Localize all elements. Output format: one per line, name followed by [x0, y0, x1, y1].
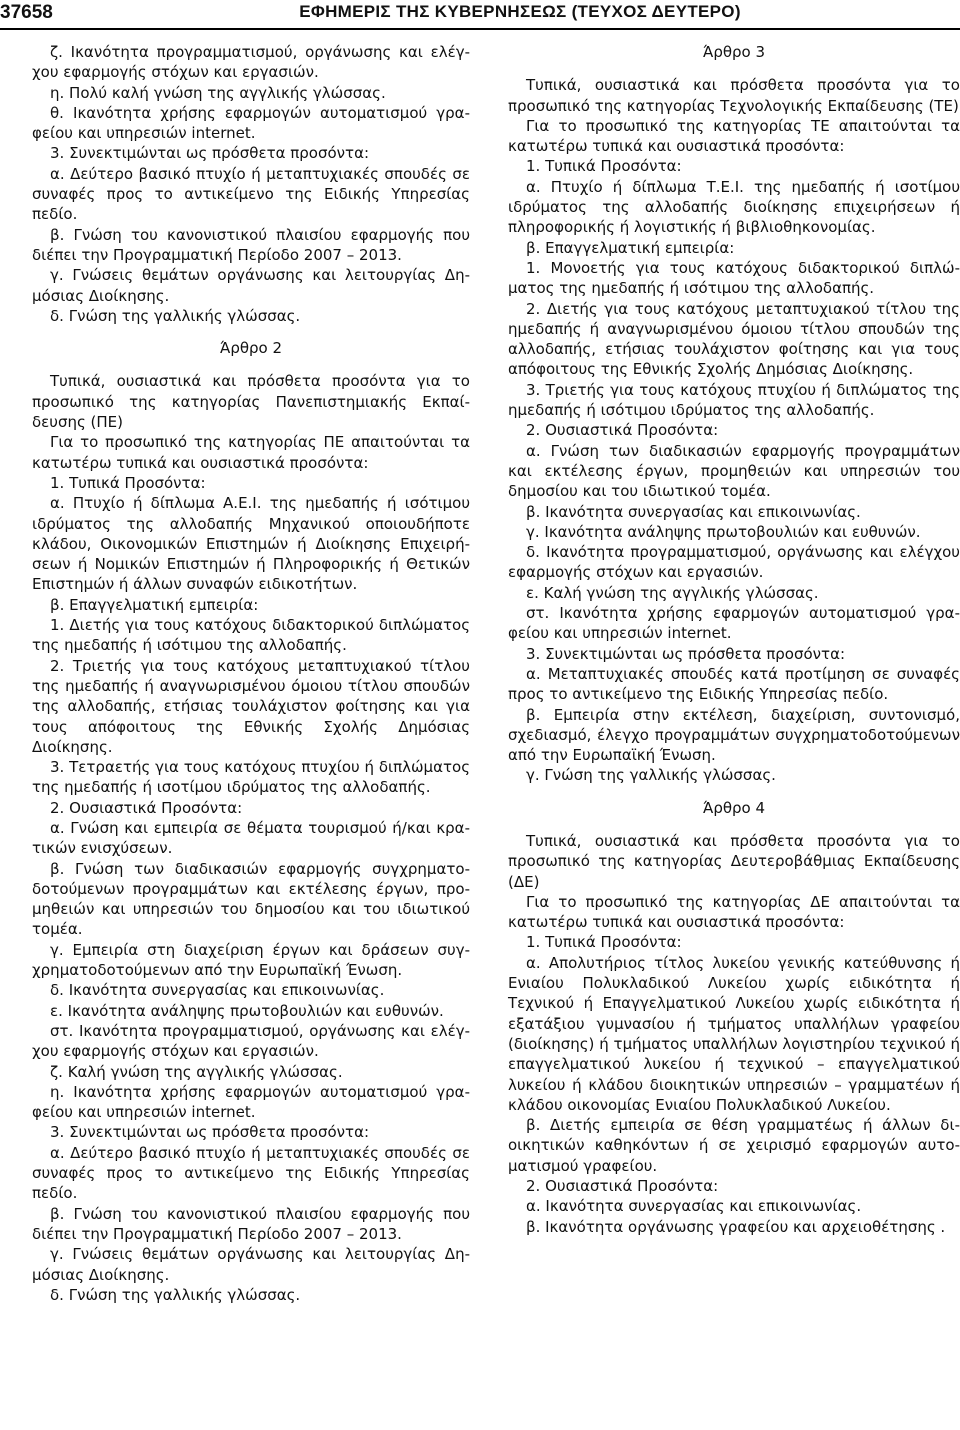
paragraph: 1. Τυπικά Προσόντα:: [50, 473, 206, 492]
article-heading: Άρθρο 2: [219, 339, 283, 358]
paragraph: ζ. Καλή γνώση της αγγλικής γλώσσας.: [50, 1062, 343, 1081]
paragraph: δ. Γνώση της γαλλικής γλώσσας.: [50, 306, 301, 325]
paragraph: Τυπικά, ουσιαστικά και πρόσθετα προσόντα για το προσωπικό της κατηγορίας Πανεπιστημιακής Εκπαίδευσης (ΠΕ): [32, 372, 470, 432]
article-heading: Άρθρο 3: [702, 43, 766, 61]
paragraph: β. Γνώση του κανονιστικού πλαισίου εφαρμογής που διέπει την Προγραμματική Περίοδο 2007 – 2013.: [32, 1204, 470, 1243]
paragraph: β. Εμπειρία στην εκτέλεση, διαχείριση, συντονισμό, σχεδιασμό, έλεγχο προγραμμάτων συγχρηματοδοτούμενων από την Ευρωπαϊκή Ένωση.: [508, 705, 960, 765]
paragraph: α. Απολυτήριος τίτλος λυκείου γενικής κατεύθυνσης ή Ενιαίου Πολυκλαδικού Λυκείου χωρίς ειδικότητα ή Τεχνικού ή Επαγγελματικού Λυκείου χωρίς ειδικότητα ή εξατάξιου γυμνασίου ή τμήματος υπαλλήλων γραφείου (διοίκησης) ή τμήματος υπαλλήλων λογιστηρίου τεχνικού ή επαγγελματικού λυκείου ή τεχνικού – επαγγελματικού λυκείου ή κλάδου διοικητικών υπηρεσιών – γραμματέων ή κλάδου οικονομίας Ενιαίου Πολυκλαδικού Λυκείου.: [508, 953, 960, 1114]
paragraph: α. Πτυχίο ή δίπλωμα Τ.Ε.Ι. της ημεδαπής ή ισοτίμου ιδρύματος της αλλοδαπής διοίκησης επιχειρήσεων ή πληροφορικής ή λογιστικής ή βιβλιοθηκονομίας.: [508, 177, 960, 237]
paragraph: β. Διετής εμπειρία σε θέση γραμματέως ή άλλων διοικητικών καθηκόντων ή σε χειρισμό εφαρμογών αυτοματισμού γραφείου.: [508, 1116, 960, 1175]
paragraph: 2. Διετής για τους κατόχους μεταπτυχιακού τίτλου της ημεδαπής ή αναγνωρισμένου όμοιου τίτλου σπουδών της αλλοδαπής, ετήσιας τουλάχιστον φοίτησης και για τους απόφοιτους της Εθνικής Σχολής Δημόσιας Διοίκησης.: [508, 299, 960, 379]
paragraph: α. Πτυχίο ή δίπλωμα Α.Ε.Ι. της ημεδαπής ή ισότιμου ιδρύματος της αλλοδαπής Μηχανικού οποιουδήποτε κλάδου, Οικονομικών Επιστημών ή Διοίκησης Επιχειρήσεων ή Νομικών Επιστημών ή Πληροφορικής ή Θετικών Επιστημών ή άλλων συναφών ειδικοτήτων.: [32, 494, 470, 594]
paragraph: β. Ικανότητα συνεργασίας και επικοινωνίας.: [526, 502, 861, 521]
paragraph: α. Ικανότητα συνεργασίας και επικοινωνίας.: [526, 1197, 862, 1216]
paragraph: 2. Ουσιαστικά Προσόντα:: [526, 1177, 719, 1196]
paragraph: β. Γνώση των διαδικασιών εφαρμογής συγχρηματοδοτούμενων προγραμμάτων και εκτέλεσης έργων, προμηθειών και υπηρεσιών του δημοσίου και του ιδιωτικού τομέα.: [32, 859, 470, 939]
paragraph: β. Γνώση του κανονιστικού πλαισίου εφαρμογής που διέπει την Προγραμματική Περίοδο 2007 – 2013.: [32, 225, 470, 264]
paragraph: α. Δεύτερο βασικό πτυχίο ή μεταπτυχιακές σπουδές σε συναφές προς το αντικείμενο της Ειδικής Υπηρεσίας πεδίο.: [32, 1143, 470, 1203]
paragraph: ε. Καλή γνώση της αγγλικής γλώσσας.: [526, 583, 819, 602]
paragraph: Τυπικά, ουσιαστικά και πρόσθετα προσόντα για το προσωπικό της κατηγορίας Δευτεροβάθμιας Εκπαίδευσης (ΔΕ): [508, 831, 960, 891]
paragraph: Τυπικά, ουσιαστικά και πρόσθετα προσόντα για το προσωπικό της κατηγορίας Τεχνολογικής Εκπαίδευσης (ΤΕ): [508, 76, 960, 115]
paragraph: 2. Ουσιαστικά Προσόντα:: [526, 421, 719, 440]
paragraph: γ. Εμπειρία στη διαχείριση έργων και δράσεων συγχρηματοδοτούμενων από την Ευρωπαϊκή Ένωση.: [32, 940, 470, 980]
paragraph: α. Δεύτερο βασικό πτυχίο ή μεταπτυχιακές σπουδές σε συναφές προς το αντικείμενο της Ειδικής Υπηρεσίας πεδίο.: [32, 164, 470, 224]
paragraph: 3. Συνεκτιμώνται ως πρόσθετα προσόντα:: [50, 1123, 370, 1142]
right-column: [508, 42, 960, 1237]
paragraph: 3. Τετραετής για τους κατόχους πτυχίου ή διπλώματος της ημεδαπής ή ισοτίμου ιδρύματος της αλλοδαπής.: [32, 758, 470, 797]
paragraph: γ. Ικανότητα ανάληψης πρωτοβουλιών και ευθυνών.: [526, 522, 921, 541]
paragraph: 2. Τριετής για τους κατόχους μεταπτυχιακού τίτλου της ημεδαπής ή αναγνωρισμένου όμοιου τίτλου σπουδών της αλλοδαπής, ετήσιας τουλάχιστον φοίτησης και για τους απόφοιτους της Εθνικής Σχολής Δημόσιας Διοίκησης.: [32, 656, 470, 756]
paragraph: 1. Τυπικά Προσόντα:: [526, 933, 682, 952]
paragraph: ζ. Ικανότητα προγραμματισμού, οργάνωσης και ελέγχου εφαρμογής στόχων και εργασιών.: [32, 43, 470, 82]
paragraph: στ. Ικανότητα χρήσης εφαρμογών αυτοματισμού γραφείου και υπηρεσιών internet.: [508, 604, 960, 643]
paragraph: γ. Γνώση της γαλλικής γλώσσας.: [526, 766, 776, 785]
paragraph: γ. Γνώσεις θεμάτων οργάνωσης και λειτουργίας Δημόσιας Διοίκησης.: [32, 1245, 470, 1284]
paragraph: η. Πολύ καλή γνώση της αγγλικής γλώσσας.: [50, 83, 386, 102]
paragraph: 1. Μονοετής για τους κατόχους διδακτορικού διπλώματος της ημεδαπής ή ισότιμου της αλλοδαπής.: [508, 258, 960, 298]
paragraph: δ. Γνώση της γαλλικής γλώσσας.: [50, 1285, 301, 1304]
page-header: [0, 0, 960, 30]
paragraph: Για το προσωπικό της κατηγορίας ΔΕ απαιτούνται τα κατωτέρω τυπικά και ουσιαστικά προσόντα:: [508, 892, 960, 932]
paragraph: 1. Τυπικά Προσόντα:: [526, 157, 682, 176]
paragraph: Για το προσωπικό της κατηγορίας ΤΕ απαιτούνται τα κατωτέρω τυπικά και ουσιαστικά προσόντα:: [508, 116, 960, 156]
paragraph: 3. Τριετής για τους κατόχους πτυχίου ή διπλώματος της ημεδαπής ή ισότιμου ιδρύματος της αλλοδαπής.: [508, 380, 960, 420]
paragraph: 2. Ουσιαστικά Προσόντα:: [50, 798, 243, 817]
journal-title: ΕΦΗΜΕΡΙΣ ΤΗΣ ΚΥΒΕΡΝΗΣΕΩΣ (ΤΕΥΧΟΣ ΔΕΥΤΕΡΟ): [299, 2, 741, 21]
paragraph: α. Γνώση και εμπειρία σε θέματα τουρισμού ή/και κρατικών ενισχύσεων.: [32, 818, 470, 858]
paragraph: α. Γνώση των διαδικασιών εφαρμογής προγραμμάτων και εκτέλεσης έργων, προμηθειών και υπηρεσιών του δημοσίου και του ιδιωτικού τομέα.: [508, 441, 960, 501]
left-column: [32, 42, 470, 1305]
paragraph: Για το προσωπικό της κατηγορίας ΠΕ απαιτούνται τα κατωτέρω τυπικά και ουσιαστικά προσόντα:: [32, 433, 470, 472]
paragraph: γ. Γνώσεις θεμάτων οργάνωσης και λειτουργίας Δημόσιας Διοίκησης.: [32, 266, 470, 305]
paragraph: 1. Διετής για τους κατόχους διδακτορικού διπλώματος της ημεδαπής ή ισότιμου της αλλοδαπής.: [32, 616, 470, 655]
paragraph: δ. Ικανότητα προγραμματισμού, οργάνωσης και ελέγχου εφαρμογής στόχων και εργασιών.: [508, 543, 960, 582]
paragraph: β. Ικανότητα οργάνωσης γραφείου και αρχειοθέτησης .: [526, 1217, 946, 1236]
article-heading: Άρθρο 4: [702, 798, 766, 817]
paragraph: β. Επαγγελματική εμπειρία:: [50, 595, 259, 614]
paragraph: α. Μεταπτυχιακές σπουδές κατά προτίμηση σε συναφές προς το αντικείμενο της Ειδικής Υπηρεσίας πεδίο.: [508, 664, 960, 704]
paragraph: ε. Ικανότητα ανάληψης πρωτοβουλιών και ευθυνών.: [50, 1001, 444, 1020]
paragraph: 3. Συνεκτιμώνται ως πρόσθετα προσόντα:: [526, 644, 846, 663]
paragraph: 3. Συνεκτιμώνται ως πρόσθετα προσόντα:: [50, 144, 370, 163]
paragraph: β. Επαγγελματική εμπειρία:: [526, 238, 735, 257]
paragraph: δ. Ικανότητα συνεργασίας και επικοινωνίας.: [50, 981, 385, 1000]
paragraph: η. Ικανότητα χρήσης εφαρμογών αυτοματισμού γραφείου και υπηρεσιών internet.: [32, 1082, 470, 1122]
page-number: 37658: [0, 2, 53, 23]
paragraph: στ. Ικανότητα προγραμματισμού, οργάνωσης και ελέγχου εφαρμογής στόχων και εργασιών.: [32, 1021, 470, 1061]
paragraph: θ. Ικανότητα χρήσης εφαρμογών αυτοματισμού γραφείου και υπηρεσιών internet.: [32, 103, 470, 143]
